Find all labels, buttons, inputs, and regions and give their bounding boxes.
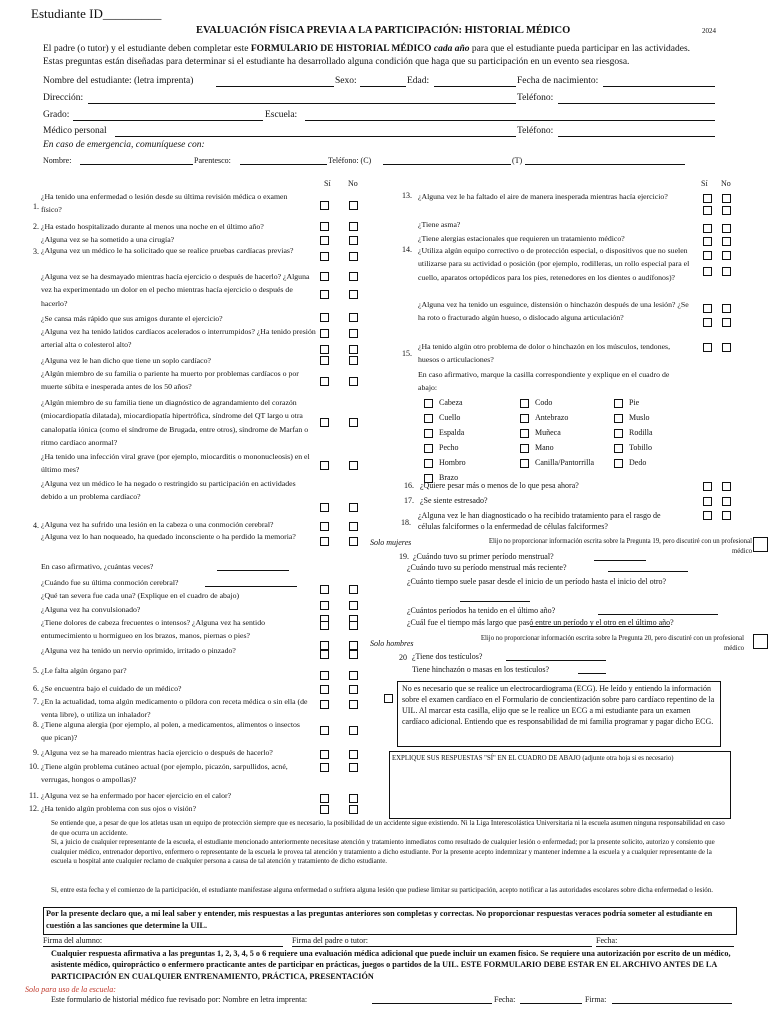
question-yes-checkbox[interactable] (320, 236, 329, 245)
question-yes-checkbox[interactable] (320, 201, 329, 210)
question-no-checkbox[interactable] (349, 201, 358, 210)
body-part-label: Cabeza (439, 398, 463, 407)
question-yes-checkbox[interactable] (320, 700, 329, 709)
name-field[interactable] (216, 86, 334, 87)
question-no-checkbox[interactable] (349, 601, 358, 610)
school-use-date-label: Fecha: (494, 995, 516, 1004)
q19e-text: ¿Cuál fue el tiempo más largo que pasó entre un período y el otro en el último año? (407, 618, 674, 627)
question-yes-checkbox[interactable] (320, 794, 329, 803)
body-part-label: Dedo (629, 458, 647, 467)
question-yes-checkbox[interactable] (320, 345, 329, 354)
doctor-field[interactable] (115, 136, 516, 137)
q19b-text: ¿Cuándo tuvo su período menstrual más reciente? (407, 563, 567, 572)
men-optout-text: Elijo no proporcionar información escrita sobre la Pregunta 20, pero discutiré con un profesional médico (480, 635, 744, 652)
body-part-checkbox[interactable] (614, 429, 623, 438)
question-yes-checkbox[interactable] (320, 290, 329, 299)
grade-field[interactable] (73, 120, 263, 121)
em-phone-t-field[interactable] (525, 164, 685, 165)
consent-p1: Se entiende que, a pesar de que los atletas usan un equipo de protección siempre que es necesario, la posibilidad de un accidente sigue existiendo. Ni la Liga Interescolástica Universitaria ni la escuela asumen ninguna responsabilidad en caso de que ocurra un accidente. (51, 819, 725, 837)
q19-text: ¿Cuándo tuvo su primer período menstrual? (413, 552, 554, 561)
sex-label: Sexo: (335, 76, 357, 86)
body-part-checkbox[interactable] (424, 459, 433, 468)
question-no-checkbox[interactable] (349, 685, 358, 694)
question-number: 13. (402, 191, 412, 200)
question-yes-checkbox[interactable] (320, 461, 329, 470)
question-text: ¿Tiene asma? (418, 220, 461, 229)
q16-no-checkbox[interactable] (722, 482, 731, 491)
question-yes-checkbox[interactable] (320, 685, 329, 694)
question-number: 12. (29, 804, 39, 813)
question-text: ¿Alguna vez un médico le ha solicitado que se realice pruebas cardíacas previas? (41, 246, 294, 255)
q17-text: ¿Se siente estresado? (420, 496, 488, 505)
dob-field[interactable] (603, 86, 715, 87)
question-no-checkbox[interactable] (722, 267, 731, 276)
question-no-checkbox[interactable] (349, 763, 358, 772)
q20b-text: Tiene hinchazón o masas en los testículos? (412, 665, 550, 674)
question-no-checkbox[interactable] (722, 224, 731, 233)
question-text: ¿Ha tenido algún problema con sus ojos o visión? (41, 804, 197, 813)
women-optout-text: Elijo no proporcionar información escrita sobre la Pregunta 19, pero discutiré con un profesional médico (488, 538, 752, 555)
em-name-label: Nombre: (43, 156, 72, 165)
question-text: ¿Alguna vez ha tenido un nervio oprimido, irritado o pinzado? (41, 646, 236, 655)
q17-no-checkbox[interactable] (722, 497, 731, 506)
question-text: ¿Tiene algún problema cutáneo actual (por ejemplo, picazón, sarpullidos, acné, verrugas, hongos o ampollas)? (41, 762, 288, 785)
question-yes-checkbox[interactable] (320, 272, 329, 281)
question-number: 15. (402, 349, 412, 358)
question-no-checkbox[interactable] (349, 345, 358, 354)
question-yes-checkbox[interactable] (320, 763, 329, 772)
intro-form-name: FORMULARIO DE HISTORIAL MÉDICO (250, 44, 432, 54)
question-text: ¿En la actualidad, toma algún medicamento o píldora con receta médica o sin ella (de venta libre), o utiliza un inhalador? (41, 697, 308, 720)
intro-text-a: El padre (o tutor) y el estudiante deben completar este (43, 44, 249, 54)
question-text: ¿Algún miembro de su familia o pariente ha muerto por problemas cardíacos o por muerte súbita e inesperada antes de los 50 años? (41, 369, 299, 392)
body-part-label: Pecho (439, 443, 459, 452)
school-use-label: Solo para uso de la escuela: (25, 985, 116, 994)
question-text: ¿Utiliza algún equipo correctivo o de protección especial, o dispositivos que no suelen utilizarse para su actividad o posición (por ejemplo, rodilleras, un rollo especial para el cuello, aparatos ortopédicos para los pies, retenedores en los dientes o audífonos)? (418, 246, 690, 282)
question-no-checkbox[interactable] (722, 318, 731, 327)
q19d-text: ¿Cuántos períodos ha tenido en el último año? (407, 606, 556, 615)
q19b-field[interactable] (608, 571, 688, 572)
question-number: 8. (33, 720, 39, 729)
body-part-label: Cuello (439, 413, 461, 422)
question-no-checkbox[interactable] (349, 750, 358, 759)
question-no-checkbox[interactable] (349, 726, 358, 735)
body-part-checkbox[interactable] (520, 429, 529, 438)
question-yes-checkbox[interactable] (703, 194, 712, 203)
question-no-checkbox[interactable] (722, 237, 731, 246)
women-only-label: Solo mujeres (370, 538, 412, 547)
body-part-checkbox[interactable] (424, 444, 433, 453)
question-number: 3. (33, 247, 39, 256)
question-yes-checkbox[interactable] (320, 418, 329, 427)
question-yes-checkbox[interactable] (320, 503, 329, 512)
em-name-field[interactable] (80, 164, 193, 165)
q20-num: 20 (399, 653, 407, 662)
doctor-phone-field[interactable] (558, 136, 715, 137)
question-text: ¿Alguna vez ha tenido un esguince, distensión o hinchazón después de una lesión? ¿Se ha roto o fracturado algún hueso, o dislocado alguna articulación? (418, 300, 689, 323)
body-part-label: Codo (535, 398, 553, 407)
reviewer-name-field[interactable] (372, 1003, 492, 1004)
question-no-checkbox[interactable] (722, 304, 731, 313)
question-text: ¿Ha tenido una infección viral grave (por ejemplo, miocarditis o mononucleosis) en el último mes? (41, 452, 310, 475)
question-text: ¿Alguna vez lo han noqueado, ha quedado inconsciente o ha perdido la memoria? (41, 532, 296, 541)
question-yes-checkbox[interactable] (320, 522, 329, 531)
question-text: ¿Se cansa más rápido que sus amigos durante el ejercicio? (41, 314, 223, 323)
q19-field[interactable] (594, 560, 646, 561)
body-part-label: Canilla/Pantorrilla (535, 458, 595, 467)
question-no-checkbox[interactable] (349, 222, 358, 231)
em-phone-t-label: (T) (512, 156, 523, 165)
emergency-label: En caso de emergencia, comuníquese con: (43, 140, 205, 150)
question-text: ¿Alguna vez un médico le ha negado o restringido su participación en actividades debido a un problema cardíaco? (41, 479, 296, 502)
q20-text: ¿Tiene dos testículos? (412, 652, 483, 661)
student-signature-field[interactable] (43, 946, 283, 947)
question-yes-checkbox[interactable] (320, 356, 329, 365)
phone-label: Teléfono: (517, 93, 554, 103)
question-yes-checkbox[interactable] (320, 252, 329, 261)
body-part-label: Brazo (439, 473, 459, 482)
school-use-sign-label: Firma: (585, 995, 607, 1004)
question-text: ¿Alguna vez se ha mareado mientras hacía ejercicio o después de hacerlo? (41, 748, 273, 757)
right-yes-header: Sí (701, 179, 708, 188)
q17-yes-checkbox[interactable] (703, 497, 712, 506)
q19e-field[interactable] (530, 626, 670, 627)
body-part-checkbox[interactable] (614, 399, 623, 408)
address-field[interactable] (88, 103, 516, 104)
body-part-checkbox[interactable] (614, 459, 623, 468)
question-yes-checkbox[interactable] (703, 237, 712, 246)
question-yes-checkbox[interactable] (320, 650, 329, 659)
question-number: 11. (29, 791, 39, 800)
em-rel-field[interactable] (240, 164, 327, 165)
question-yes-checkbox[interactable] (320, 621, 329, 630)
school-field[interactable] (305, 120, 715, 121)
question-text: ¿Algún miembro de su familia tiene un diagnóstico de agrandamiento del corazón (miocardiopatía dilatada), miocardiopatía hipertrófica, síndrome del QT largo u otra canalopatía iónica (como el síndrome de Brugada, entre otros), síndrome de Marfan o ritmo cardíaco anormal? (41, 398, 309, 448)
body-part-checkbox[interactable] (614, 444, 623, 453)
body-part-label: Muslo (629, 413, 650, 422)
question-no-checkbox[interactable] (349, 700, 358, 709)
question-yes-checkbox[interactable] (703, 318, 712, 327)
question-number: 6. (33, 684, 39, 693)
body-part-label: Pie (629, 398, 640, 407)
question-number: 9. (33, 748, 39, 757)
question-number: 14. (402, 245, 412, 254)
intro-text-d: para que el estudiante pueda participar en las actividades. (471, 44, 691, 54)
body-part-checkbox[interactable] (520, 399, 529, 408)
body-part-checkbox[interactable] (520, 459, 529, 468)
question-number: 7. (33, 697, 39, 706)
left-yes-header: Sí (324, 179, 331, 188)
body-part-checkbox[interactable] (424, 399, 433, 408)
men-only-label: Solo hombres (370, 639, 414, 648)
question-text: ¿Ha estado hospitalizado durante al menos una noche en el último año? (41, 222, 264, 231)
em-phone-c-field[interactable] (383, 164, 511, 165)
question-no-checkbox[interactable] (349, 650, 358, 659)
doctor-phone-label: Teléfono: (517, 126, 554, 136)
question-no-checkbox[interactable] (722, 206, 731, 215)
question-text: ¿Alguna vez se ha sometido a una cirugía? (41, 235, 175, 244)
ecg-checkbox[interactable] (384, 694, 393, 703)
question-text: ¿Alguna vez se ha enfermado por hacer ejercicio en el calor? (41, 791, 232, 800)
q16-text: ¿Quiere pesar más o menos de lo que pesa ahora? (420, 481, 579, 490)
intro-line-1 (43, 43, 690, 56)
q20-field[interactable] (506, 660, 606, 661)
question-text: ¿Alguna vez le han dicho que tiene un soplo cardíaco? (41, 356, 211, 365)
school-use-text: Este formulario de historial médico fue revisado por: Nombre en letra imprenta: (51, 995, 308, 1004)
question-yes-checkbox[interactable] (320, 377, 329, 386)
question-no-checkbox[interactable] (349, 621, 358, 630)
question-no-checkbox[interactable] (349, 805, 358, 814)
q19c-field[interactable] (460, 601, 530, 602)
parent-signature-field[interactable] (292, 946, 592, 947)
question-no-checkbox[interactable] (349, 329, 358, 338)
school-label: Escuela: (265, 110, 298, 120)
question-text: ¿Ha tenido algún otro problema de dolor o hinchazón en los músculos, tendones, huesos o articulaciones? (418, 342, 671, 365)
question-text: ¿Qué tan severa fue cada una? (Explique en el cuadro de abajo) (41, 591, 240, 600)
q16-num: 16. (404, 481, 414, 490)
student-id[interactable]: Estudiante ID_________ (31, 6, 162, 21)
q17-num: 17. (404, 496, 414, 505)
intro-line-2: Estas preguntas están diseñadas para determinar si el estudiante ha desarrollado alguna condición que haga que su participación en un evento sea riesgosa. (43, 57, 630, 67)
declaration-text: Por la presente declaro que, a mi leal saber y entender, mis respuestas a las preguntas anteriores son completas y correctas. No proporcionar respuestas veraces podría someter al estudiante en cuestión a las sanciones que determine la UIL. (46, 909, 713, 930)
question-yes-checkbox[interactable] (703, 267, 712, 276)
body-part-checkbox[interactable] (424, 414, 433, 423)
question-text: En caso afirmativo, ¿cuántas veces? (41, 562, 154, 571)
sex-field[interactable] (360, 86, 406, 87)
question-yes-checkbox[interactable] (320, 537, 329, 546)
question-number: 5. (33, 666, 39, 675)
question-yes-checkbox[interactable] (320, 726, 329, 735)
question-no-checkbox[interactable] (349, 272, 358, 281)
body-part-checkbox[interactable] (520, 414, 529, 423)
question-no-checkbox[interactable] (349, 537, 358, 546)
question-number: 2. (33, 222, 39, 231)
question-yes-checkbox[interactable] (703, 206, 712, 215)
question-no-checkbox[interactable] (349, 356, 358, 365)
body-part-label: Hombro (439, 458, 466, 467)
footer-requirements: Cualquier respuesta afirmativa a las preguntas 1, 2, 3, 4, 5 o 6 requiere una evaluación médica adicional que puede incluir un examen físico. Se requiere una autorización por escrito de un médico, asistente médico, quiropráctico o enfermero practicante antes de participar en prácticas, juegos o partidos de la UIL. ESTE FORMULARIO DEBE ESTAR EN EL ARCHIVO ANTES DE LA PARTICIPACIÓN EN CUALQUIER ENTRENAMIENTO, PRÁCTICA, PRESENTACIÓN (51, 949, 731, 981)
name-label: Nombre del estudiante: (letra imprenta) (43, 76, 194, 86)
question-no-checkbox[interactable] (349, 290, 358, 299)
explain-title: EXPLIQUE SUS RESPUESTAS "SÍ" EN EL CUADRO DE ABAJO (adjunte otra hoja si es necesario) (392, 755, 674, 762)
address-label: Dirección: (43, 93, 84, 103)
grade-label: Grado: (43, 110, 70, 120)
em-rel-label: Parentesco: (194, 156, 231, 165)
body-part-label: Mano (535, 443, 554, 452)
question-number: 10. (29, 762, 39, 771)
q16-yes-checkbox[interactable] (703, 482, 712, 491)
question-text: ¿Tiene dolores de cabeza frecuentes o intensos? ¿Alguna vez ha sentido entumecimiento u hormigueo en los brazos, manos, piernas o pies? (41, 618, 266, 641)
body-part-label: Tobillo (629, 443, 652, 452)
concussion-count-field[interactable] (217, 570, 289, 571)
question-yes-checkbox[interactable] (320, 641, 329, 650)
date-label: Fecha: (596, 936, 618, 945)
doctor-label: Médico personal (43, 126, 107, 136)
question-no-checkbox[interactable] (349, 671, 358, 680)
question-yes-checkbox[interactable] (320, 585, 329, 594)
question-no-checkbox[interactable] (349, 236, 358, 245)
body-part-label: Espalda (439, 428, 465, 437)
men-optout-checkbox[interactable] (753, 634, 768, 649)
consent-p2: Si, a juicio de cualquier representante de la escuela, el estudiante mencionado anteriormente necesitase atención y tratamiento inmediatos como resultado de cualquier lesión o enfermedad; por la presente solicito, autorizo y consiento que cualquier médico, entrenador deportivo, enfermero o representante de la escuela le provea tal atención y tratamiento a dicho estudiante. Por la presente acepto indemnizar y mantener indemne a la escuela y a cualquier representante de la escuela u hospital ante cualquier reclamo de cualquier persona a causa de tal atención y tratamiento de dicho estudiante. (51, 838, 715, 865)
question-yes-checkbox[interactable] (703, 304, 712, 313)
question-no-checkbox[interactable] (349, 461, 358, 470)
student-signature-label: Firma del alumno: (43, 936, 103, 945)
question-yes-checkbox[interactable] (320, 601, 329, 610)
question-yes-checkbox[interactable] (320, 805, 329, 814)
question-text: ¿Le falta algún órgano par? (41, 666, 127, 675)
question-text: ¿Ha tenido una enfermedad o lesión desde su última revisión médica o examen físico? (41, 192, 288, 215)
q19-num: 19. (399, 552, 409, 561)
body-part-checkbox[interactable] (520, 444, 529, 453)
age-label: Edad: (407, 76, 430, 86)
q19c-text: ¿Cuánto tiempo suele pasar desde el inicio de un período hasta el inicio del otro? (407, 577, 667, 586)
women-optout-checkbox[interactable] (753, 537, 768, 552)
q18-no-checkbox[interactable] (722, 511, 731, 520)
question-yes-checkbox[interactable] (320, 329, 329, 338)
ecg-text: No es necesario que se realice un electrocardiograma (ECG). He leído y entiendo la información sobre el examen cardíaco en el Formulario de concientización sobre paro cardíaco repentino de la UIL. Al marcar esta casilla, elijo que se le realice un ECG a mi estudiante para un examen cardíaco adicional. Entiendo que es responsabilidad de mi familia programar y pagar dicho ECG. (402, 684, 715, 726)
question-no-checkbox[interactable] (722, 251, 731, 260)
q18-text: ¿Alguna vez le han diagnosticado o ha recibido tratamiento para el rasgo de células falciformes o la enfermedad de células falciformes? (418, 511, 661, 531)
question-no-checkbox[interactable] (722, 194, 731, 203)
question-text: ¿Alguna vez ha convulsionado? (41, 605, 141, 614)
question-no-checkbox[interactable] (349, 641, 358, 650)
question-no-checkbox[interactable] (722, 343, 731, 352)
page-title: EVALUACIÓN FÍSICA PREVIA A LA PARTICIPACIÓN: HISTORIAL MÉDICO (196, 25, 571, 36)
intro-every-year: cada año (433, 44, 470, 54)
question-yes-checkbox[interactable] (320, 750, 329, 759)
q19d-field[interactable] (598, 614, 718, 615)
body-part-checkbox[interactable] (424, 429, 433, 438)
consent-p3: Si, entre esta fecha y el comienzo de la participación, el estudiante manifestase alguna enfermedad o sufriera alguna lesión que pudiese limitar su participación, acepto notificar a las autoridades escolares sobre dicha enfermedad o lesión. (51, 886, 714, 894)
question-yes-checkbox[interactable] (320, 313, 329, 322)
question-text: ¿Cuándo fue su última conmoción cerebral? (41, 578, 179, 587)
right-no-header: No (721, 179, 731, 188)
question-yes-checkbox[interactable] (320, 671, 329, 680)
question-text: En caso afirmativo, marque la casilla correspondiente y explique en el cuadro de abajo: (418, 370, 670, 393)
last-concussion-field[interactable] (205, 586, 297, 587)
question-yes-checkbox[interactable] (703, 343, 712, 352)
dob-label: Fecha de nacimiento: (517, 76, 599, 86)
reviewer-sign-field[interactable] (612, 1003, 732, 1004)
phone-field[interactable] (558, 103, 715, 104)
question-no-checkbox[interactable] (349, 418, 358, 427)
question-text: ¿Alguna vez ha sufrido una lesión en la cabeza o una conmoción cerebral? (41, 520, 274, 529)
q20b-field[interactable] (578, 673, 606, 674)
question-no-checkbox[interactable] (349, 313, 358, 322)
question-no-checkbox[interactable] (349, 585, 358, 594)
question-text: ¿Tiene alergias estacionales que requieren un tratamiento médico? (418, 234, 625, 243)
parent-signature-label: Firma del padre o tutor: (292, 936, 368, 945)
form-year: 2024 (702, 27, 716, 35)
body-part-label: Muñeca (535, 428, 561, 437)
age-field[interactable] (434, 86, 516, 87)
date-field[interactable] (596, 946, 734, 947)
question-number: 4. (33, 521, 39, 530)
question-text: ¿Alguna vez le ha faltado el aire de manera inesperada mientras hacía ejercicio? (418, 192, 668, 201)
em-phone-c-label: Teléfono: (C) (328, 156, 372, 165)
reviewer-date-field[interactable] (520, 1003, 582, 1004)
question-text: ¿Alguna vez ha tenido latidos cardíacos acelerados o interrumpidos? ¿Ha tenido presión arterial alta o colesterol alto? (41, 327, 316, 350)
question-yes-checkbox[interactable] (320, 222, 329, 231)
question-no-checkbox[interactable] (349, 503, 358, 512)
question-text: ¿Tiene alguna alergia (por ejemplo, al polen, a medicamentos, alimentos o insectos que pican)? (41, 720, 300, 743)
body-part-label: Rodilla (629, 428, 653, 437)
question-text: ¿Alguna vez se ha desmayado mientras hacía ejercicio o después de hacerlo? ¿Alguna vez ha experimentado un dolor en el pecho mientras hacía ejercicio o después de hacerlo? (41, 272, 310, 308)
question-no-checkbox[interactable] (349, 252, 358, 261)
q18-yes-checkbox[interactable] (703, 511, 712, 520)
body-part-label: Antebrazo (535, 413, 569, 422)
body-part-checkbox[interactable] (614, 414, 623, 423)
question-text: ¿Se encuentra bajo el cuidado de un médico? (41, 684, 182, 693)
question-no-checkbox[interactable] (349, 377, 358, 386)
question-yes-checkbox[interactable] (703, 251, 712, 260)
question-no-checkbox[interactable] (349, 794, 358, 803)
question-no-checkbox[interactable] (349, 522, 358, 531)
left-no-header: No (348, 179, 358, 188)
q18-num: 18. (401, 518, 411, 527)
question-number: 1. (33, 202, 39, 211)
